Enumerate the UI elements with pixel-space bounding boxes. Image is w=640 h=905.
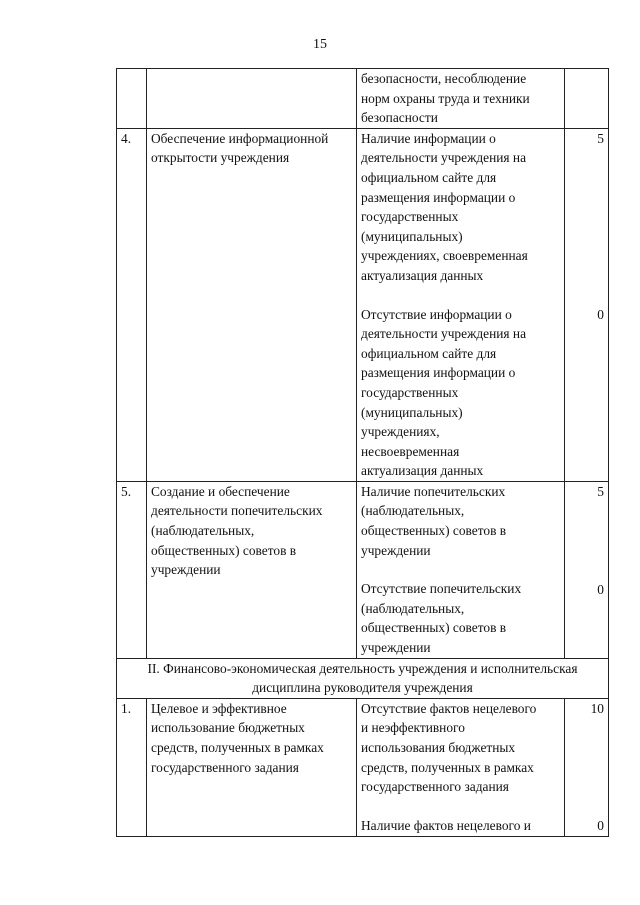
indicator-cell [147, 69, 357, 129]
page-number: 15 [313, 37, 327, 52]
row-number-cell: 5. [117, 481, 147, 658]
indicator-cell [147, 128, 357, 481]
section-title: II. Финансово-экономическая деятельность учреждения и исполнительская дисциплина руководителя учреждения [147, 660, 578, 696]
criterion-cell [357, 481, 565, 658]
criterion-text: Наличие фактов нецелевого и [361, 817, 531, 833]
score-value: 5 [597, 483, 604, 499]
criterion-text: Наличие попечительских (наблюдательных, общественных) советов в учреждении [361, 483, 507, 558]
criteria-table [116, 68, 609, 837]
section-heading-row [117, 658, 609, 698]
indicator-cell [147, 698, 357, 836]
score-cell [565, 69, 609, 129]
indicator-cell [147, 481, 357, 658]
indicator-text: Целевое и эффективное использование бюджетных средств, полученных в рамках государственного задания [151, 700, 324, 775]
table-row [117, 128, 609, 481]
score-value: 0 [597, 818, 604, 834]
score-value: 5 [597, 130, 604, 146]
score-cell [565, 481, 609, 658]
criterion-cell [357, 698, 565, 836]
table-row [117, 698, 609, 836]
section-heading [117, 658, 609, 698]
criterion-text: Отсутствие фактов нецелевого и неэффективного использования бюджетных средств, полученных в рамках государственного задания [361, 700, 537, 795]
score-value: 0 [597, 307, 604, 323]
row-number-cell: 1. [117, 698, 147, 836]
criterion-text: Наличие информации о деятельности учреждения на официальном сайте для размещения информации о государственных (муниципальных) учреждениях, своевременная актуализация данных [361, 130, 528, 283]
criterion-cell [357, 128, 565, 481]
score-value: 0 [597, 582, 604, 598]
criterion-cell [357, 69, 565, 129]
score-cell [565, 698, 609, 836]
row-number-cell [117, 69, 147, 129]
table-row [117, 69, 609, 129]
criterion-text: Отсутствие попечительских (наблюдательных, общественных) советов в учреждении [361, 581, 522, 656]
criterion-text: Отсутствие информации о деятельности учреждения на официальном сайте для размещения информации о государственных (муниципальных) учреждениях, несвоевременная актуализация данных [361, 306, 527, 479]
table-row [117, 481, 609, 658]
score-value: 10 [590, 700, 604, 716]
score-cell [565, 128, 609, 481]
row-number-cell: 4. [117, 128, 147, 481]
criterion-text: безопасности, несоблюдение норм охраны труда и техники безопасности [361, 71, 530, 126]
indicator-text: Создание и обеспечение деятельности попечительских (наблюдательных, общественных) советов в учреждении [151, 483, 323, 578]
indicator-text: Обеспечение информационной открытости учреждения [151, 130, 329, 166]
